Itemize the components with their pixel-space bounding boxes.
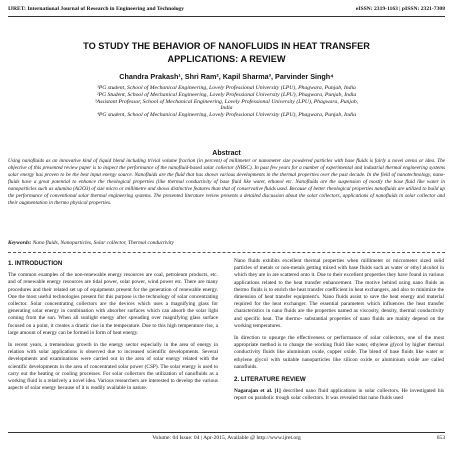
affiliation-1: ¹PG student, School of Mechanical Engineering, Lovely Professional University (LPU), Phagwara, Punjab, India — [97, 85, 356, 91]
affiliation-3-country: India — [220, 105, 233, 112]
introduction-heading: 1. INTRODUCTION — [8, 260, 63, 267]
author-list: Chandra Prakash¹, Shri Ram², Kapil Sharma³, Parvinder Singh⁴ — [119, 72, 334, 81]
affiliation-4: ⁴PG student, School of Mechanical Engineering, Lovely Professional University (LPU), Phagwara, Punjab, India — [96, 112, 357, 119]
intro-paragraph-2: In recent years, a tremendous growth in the energy sector especially in the area of energy in relation with solar applications is observed due to increased scientific developments. Several developments and examinations were carried out in the area of solar energy related with the scientific developments in the area of concentrated solar power (CSP). The solar energy is used to carry out the heating or cooling processes. For solar collectors the utilization of nanofluids as a working fluid is a relatively a novel idea. Various researchers are interested to develop the various aspects of solar energy because of it is readily available in nature. — [8, 342, 218, 392]
volume-info: Volume: 04 Issue: 04 | Apr-2015, Available @ http://www.ijret.org — [152, 435, 301, 441]
page-number: 653 — [436, 435, 445, 441]
title-line-1: TO STUDY THE BEHAVIOR OF NANOFLUIDS IN HEAT TRANSFER — [83, 41, 370, 51]
journal-name: IJRET: International Journal of Research in Engineering and Technology — [8, 6, 185, 12]
affiliation-2: ²PG Student, School of Mechanical Engineering, Lovely Professional University (LPU), Phagwara, Punjab, India — [96, 91, 357, 98]
right-paragraph-1: Nano fluids exhibits excellent thermal properties when millimeter or micrometer sized solid particles of metals or non-metals getting mixed with base fluids such as water or ethyl alcohol in which they are in are scattered onto it. Due to their excellent properties they have found in various applications related to the heat transfer enhancement. The motive behind using nano fluids as thermo fluids is to enrich the heat transfer coefficient in heat exchangers, and also to minimize the dimension of heat transfer equipment's. Nano fluids assist to save the heat energy and material required for the heat exchanger. The essential parameters which influences the heat transfer characteristics in nano fluids are the properties named as viscosity, density, thermal conductivity and specific heat. The thermo- substantial properties of nano fluids are mainly depend on the working temperatures. — [234, 258, 444, 329]
keywords-label: Keywords: — [8, 240, 32, 246]
page-footer — [8, 435, 445, 442]
issn-label: eISSN: 2319-1163 | pISSN: 2321-7308 — [355, 6, 445, 12]
right-paragraph-2: In direction to upsurge the effectiveness or performance of solar collectors, one of the most appropriate method is to change the working fluid like water, ethylene glycol by higher thermal conductivity fluids like aluminium oxide, copper oxide. The blend of base fluids like water or ethylene glycol with suitable nanoparticles like silicon oxide or aluminium oxide are called nanofluids. — [234, 335, 444, 370]
affiliations — [14, 85, 439, 119]
abstract-heading: Abstract — [212, 150, 241, 157]
abstract-text: Using nanofluids as an innovative kind of liquid blend including trivial volume fraction (in percent) of millimeter or nanometer size powdered particles with base fluids is fairly a novel arena or idea. The objective of this presented review paper is to inspect the performance of the nanofluid-based solar collector (NBSC). In past few years for a number of experimental and industrial thermal engineering systems solar energy has proven to be the best input energy source. Nanofluids are the fluid that has shown various developments in the thermal properties over the past decade. In the field of nanotechnology, nano-fluids have a great potential to enhance the rheological properties (like thermal conductivity of base fluid like water, ethanol etc. Nanofluids are the suspension of mostly the base fluid like water in nanoparticles such as alumina (Al2O3) of size micro or millimetre and shows distinctive features than that of conservative fluids used. Because of better rheological properties nanofluids are utilized to build up the performance of conventional solar thermal engineering systems. The presented literature review presents a detailed discussion about the solar collectors, applications of nanofluids in solar collector and their augmentation in thermo physical properties. — [8, 158, 445, 206]
paper-title — [20, 40, 433, 66]
right-column — [234, 258, 444, 408]
literature-review-heading: 2. LITERATURE REVIEW — [234, 376, 306, 384]
header-divider — [8, 16, 445, 17]
title-line-2: APPLICATIONS: A REVIEW — [167, 54, 286, 64]
section-divider — [8, 252, 445, 253]
literature-text: described nano fluid applications in solar collectors. He investigated his report on parabolic trough solar collectors. It was revealed that nano fluids used — [234, 388, 445, 402]
keywords-list: Nano fluids, Nanoparticles, Solar collector, Thermal conductivity — [31, 240, 174, 246]
keywords — [8, 240, 445, 247]
left-column — [8, 258, 218, 397]
literature-paragraph-1 — [234, 388, 444, 402]
citation-lead: Nagarajan et al. [1] — [234, 388, 281, 395]
intro-paragraph-1: The common examples of the non-renewable energy resources are coal, petroleum products, etc. and of renewable energy resources are tidal power, solar power, wind power etc. There are many procedures and their related set up of equipments present for the generation of renewable energy. One the most useful technologies present for this purpose is the technology of solar concentrating collector. Solar concentrating collectors are the devices which uses a magnifying glass for generating solar energy in combination with absorber surfaces which can absorb the solar light coming from the sun. When all sunlight energy after spreading over magnifying glass surface focused on a point, it creates a drastic rise in the temperature. Due to this high temperature rise, a large amount of energy can be formed in form of heat energy. — [8, 272, 218, 336]
affiliation-3: ³Assistant Professor, School of Mechanical Engineering, Lovely Professional University (LPU), Phagwara, Punjab, — [94, 98, 359, 105]
footer-divider — [8, 432, 445, 433]
running-header — [8, 6, 445, 13]
